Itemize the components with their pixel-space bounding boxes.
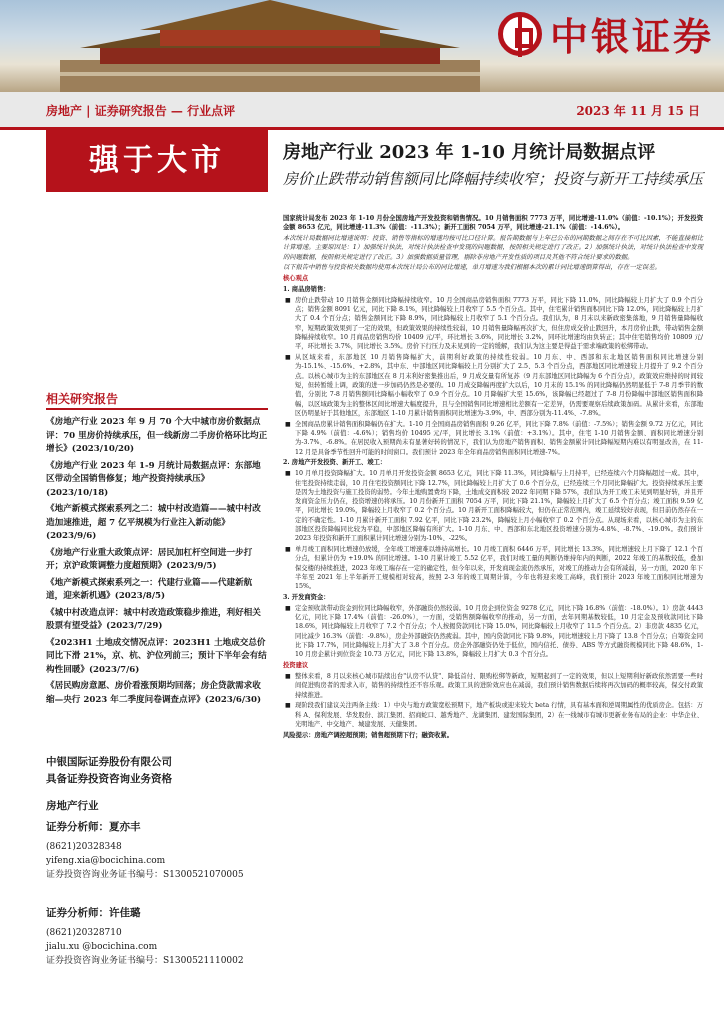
bullet-paragraph: ■ 10 月单月投资降幅扩大。10 月单月开发投资金额 8653 亿元，同比下降 11.3%，同比降幅与上月持平，已经连续六个月降幅超过一成。其中，住宅投资持续走弱，10 月住宅投资额同比下降 12.7%，同比降幅较上月扩大了 0.6 个百分点，已经连续三个月同比降幅扩大。投资持续承压主要是因为土地投资与施工投资的弱势。今年土地购置费均下降，土地成交面积较 2022 年同期下降 57%，我们认为开工竣工未见到明显好转，并且开发商资金压力仍在，投资增速仍将承压。10 月份新开工面积 7054 万平，同比下降 21.1%，降幅较上月扩大了 6.5 个百分点；竣工面积 9.59 亿平，同比增长 19.0%，降幅较上月收窄了 0.2 个百分点。10 月新开工面积降幅较大，但仍在正常范围内，竣工延续较好表现，但目前仍然存在一定的不确定性。1-10 月累计新开工面积 7.92 亿平，同比下降 23.2%，降幅较上月小幅收窄了 0.2 个百分点。从现场来看，以核心城市为主的东部地区投资降幅同比较为平稳，中部地区降幅有所扩大。1-10 月东、中、西部和东北地区投资增速分别为-4.8%、-8.7%、-19.0%。我们预计 2023 年投资和新开工面积累计同比增速分别为-10%、-22%。: [283, 469, 703, 543]
core-views-heading: 核心观点: [283, 275, 309, 283]
analyst-card: [46, 820, 268, 882]
analyst-email[interactable]: yifeng.xia@bocichina.com: [46, 856, 166, 866]
risk-warning: 风险提示：房地产调控超预期；销售超预期下行；融资收紧。: [283, 731, 454, 739]
analyst-name: 证券分析师：夏亦丰: [46, 821, 141, 833]
report-header-bar: [0, 92, 724, 130]
method-note: 以下报告中销售与投资相关数据均使用本次统计局公布的同比增速，单月增速为我们根据本次的累计同比增速倒算得出，存在一定误差。: [283, 264, 661, 272]
bank-logo-icon: [498, 12, 542, 56]
analyst-name: 证券分析师：许佳璐: [46, 907, 141, 919]
related-report-item[interactable]: 《房地产行业 2023 年 9 月 70 个大中城市房价数据点评：70 里房价持续承压，但一线新房二手房价格环比均正增长》(2023/10/20): [46, 417, 268, 454]
intro-paragraph: 国家统计局发布 2023 年 1-10 月份全国房地产开发投资和销售情况。10 月销售面积 7773 万平，同比增速-11.0%（前值：-10.1%）；开发投资金额 8653 亿元，同比增速-11.3%（前值：-11.3%）；新开工面积 7054 万平，同比增速-21.1%（前值：-14.6%）。: [283, 215, 703, 232]
analyst-phone: (8621)20328348: [46, 842, 122, 852]
bullet-paragraph: ■ 房价止跌带动 10 月销售金额同比降幅持续收窄。10 月全国商品房销售面积 7773 万平，同比下降 11.0%，同比降幅较上月扩大了 0.9 个百分点；销售金额 8091 亿元，同比下降 8.1%，同比降幅较上月收窄了 5.5 个百分点。其中，住宅累计销售面积同比下降 12.0%，同比降幅较上月扩大了 0.4 个百分点；销售金额同比下降 8.9%，同比降幅较上月收窄了 5.1 个百分点。我们认为，8 月末以来新政密集落地，9 月销售量降幅收窄，短期政策效果到了一定的效果，但政策效果的持续性较弱，10 月销售量降幅再次扩大，但住房成交价止跌回升，本月房价止跌，带动销售金额降幅持续收窄。10 月商品房销售均价 10409 元/平，环比增长 3.6%，同比增长 3.2%，同环比增速均由负转正；其中住宅销售均价 10809 元/平，环比增长 3.7%，同比增长 3.5%。房价下行压力及未见到的一定的缓解，我们认为这主要是得益于需求端政策的松绑带动。: [283, 296, 703, 352]
section-heading: 3. 开发商资金：: [283, 594, 330, 602]
analyst-cert: 证券投资咨询业务证书编号：S1300521070005: [46, 870, 244, 880]
report-title: 房地产行业 2023 年 1-10 月统计局数据点评: [283, 142, 656, 163]
left-sidebar: [46, 130, 268, 1024]
related-reports-title: 相关研究报告: [46, 392, 119, 406]
related-report-item[interactable]: 《地产新模式探索系列之一：代建行业篇——代建新航道，迎来新机遇》(2023/8/5): [46, 577, 253, 601]
bullet-paragraph: ■ 全国商品房累计销售面积降幅仍在扩大。1-10 月全国商品房销售面积 9.26 亿平，同比下降 7.8%（前值：-7.5%）；销售金额 9.72 万亿元，同比下降 4.9%（前值：-4.6%）；销售均价 10495 元/平，同比增长 3.1%（前值：+3.1%）。其中，住宅 1-10 月销售金额、面积同比增速分别为-3.7%、-6.8%。在居民收入预期尚未有显著好转的情况下，我们认为房地产销售面积、销售金额累计同比降幅短期内难以有明显改善，在 11-12 月是具备季节性回升可能的时间窗口。我们预计 2023 年全年商品房销售面积同比增速-7%。: [283, 420, 703, 457]
company-info: [46, 754, 268, 788]
related-report-item[interactable]: 《房地产行业 2023 年 1-9 月统计局数据点评：东部地区带动全国销售修复；地产投资持续承压》(2023/10/18): [46, 460, 261, 498]
related-report-item[interactable]: 《地产新模式探索系列之二：城中村改造篇——城中村改造加速推进，超 7 亿平规模为行业注入新动能》(2023/9/6): [46, 504, 261, 541]
related-reports-list: [46, 416, 268, 710]
related-report-item[interactable]: 《房地产行业重大政策点评：居民加杠杆空间进一步打开；京沪政策调整力度超预期》(2023/9/5): [46, 547, 253, 571]
analyst-card: [46, 906, 268, 968]
divider: [46, 408, 268, 410]
company-qualification: 具备证券投资咨询业务资格: [46, 773, 172, 785]
brand-logo: [498, 6, 714, 61]
bullet-paragraph: ■ 单月竣工面积同比增速仍放缓，全年竣工增速难以维持高增长。10 月竣工面积 6446 万平，同比增长 13.3%，同比增速较上月下降了 12.1 个百分点，但累计仍为 +19.0% 的同比增速。1-10 月累计竣工 5.52 亿平，我们对竣工量的判断仍维持年内的判断，2022 年竣工的基数较低，叠加保交楼的持续推进，2023 年竣工端存在一定的确定性，但今年以来，开发商现金流仍然承压，对竣工的推动力会有所减弱，另一方面，2020 年下半年至 2021 年上半年新开工规模相对较高，按照 2-3 年的竣工周期计算，今年也将迎来竣工高峰，我们预计 2023 年竣工面积同比增速为 15%。: [283, 545, 703, 591]
report-category: 房地产 | 证券研究报告 — 行业点评: [46, 104, 236, 118]
bullet-paragraph: ■ 整体来看，8 月以来核心城市陆续出台"认房不认贷"、降低首付、限购松绑等新政，短期起到了一定的效果，但以上短期利好新政依然需要一些时间促进购房者的需求入市，销售的持续性还不容乐观。政策工具的进阶效应也在减弱，我们预计销售数据后续将再次加码的概率较高，保交付政策持续推进。: [283, 672, 703, 700]
revision-note: 本次统计局数据同比增速说明：投资、销售等指标的增速均按可比口径计算。报告期数据与上年已公布的同期数据之间存在不可比因素，不能直接相比计算增速。主要原因是：1）加强统计执法，对统计执法检查中发现的问题数据，按照相关规定进行了改正。2）加强统计执法，对统计执法检查中发现的问题数据，按照相关规定进行了改正。3）加强数据质量管理，剔除非房地产开发性质的项目及其他不符合统计要求的数据。: [283, 235, 703, 261]
bullet-paragraph: ■ 现阶段我们建议关注两条主线：1）中央与地方政策宽松预期下，地产板块或迎来较大 beta 行情，具有基本面和逆周期属性的优质房企。包括：万科 A、保利发展、华发股份、滨江集团、招商蛇口、越秀地产、龙湖集团、建发国际集团，2）在一线城市有城市更新业务布局的企业：中华企业、光明地产、中交地产、城建发展、天健集团。: [283, 701, 703, 729]
section-heading: 2. 房地产开发投资、新开工、竣工：: [283, 459, 387, 467]
related-report-item[interactable]: 《城中村改造点评：城中村改造政策稳步推进，利好相关股票有望受益》(2023/7/29): [46, 607, 261, 631]
related-report-item[interactable]: 《2023H1 土地成交情况点评：2023H1 土地成交总价同比下滑 21%，京、杭、沪位列前三；预计下半年会有结构性回暖》(2023/7/6): [46, 637, 267, 675]
investment-advice-heading: 投资建议: [283, 662, 309, 670]
company-name: 中银国际证券股份有限公司: [46, 756, 172, 768]
section-heading: 1. 商品房销售：: [283, 286, 330, 294]
header-banner: [0, 0, 724, 92]
analyst-phone: (8621)20328710: [46, 928, 122, 938]
brand-name: 中银证券: [549, 15, 714, 59]
rating-badge: 强于大市: [46, 130, 268, 192]
sector-label: 房地产行业: [46, 800, 99, 812]
palace-illustration: [60, 0, 480, 92]
analyst-email[interactable]: jialu.xu @bocichina.com: [46, 942, 158, 952]
bullet-paragraph: ■ 定金预收款带动资金到位同比降幅收窄，外部融资仍然较弱。10 月房企到位资金 9278 亿元，同比下降 16.8%（前值：-18.0%）。1）房款 4443 亿元，同比下降 17.4%（前值：-26.0%），一方面，受销售额降幅收窄的推动，另一方面，去年同期基数较低，10 月定金及预收款同比下降 18.6%，同比降幅较上月收窄了 7.2 个百分点；个人按揭贷款同比下降 15.0%，同比降幅较上月收窄了 11.5 个百分点。2）非房款 4835 亿元，同比减少 16.3%（前值：-9.8%），房企外部融资仍然疲弱。其中，国内贷款同比下降 9.8%，同比增速较上月下降了 13.8 个百分点；自筹资金同比下降 17.7%，同比降幅较上月扩大了 3.8 个百分点。房企外部融资仍处于低位，国内信托、债券、ABS 等方式融资规模同比下降 48.6%，1-10 月房企累计到位资金 10.73 万亿元，同比下降 13.8%，降幅较上月扩大 0.3 个百分点。: [283, 604, 703, 660]
related-report-item[interactable]: 《居民购房意愿、房价看涨预期均回落；房企贷款需求收缩—央行 2023 年二季度问卷调查点评》(2023/6/30): [46, 681, 262, 705]
report-body: [283, 214, 703, 742]
bullet-paragraph: ■ 从区域来看，东部地区 10 月销售降幅扩大，前期利好政策的持续性较弱。10 月东、中、西部和东北地区销售面积同比增速分别为-15.1%、-15.6%、+2.8%，其中东、中部地区同比降幅较上月分别扩大了 2.5、5.3 个百分点，西部地区同比增速较上月提升了 9.2 个百分点。以核心城市为主的东部地区在 8 月末利好密集推出后，9 月成交量有所复苏（9 月东部地区同比降幅为 6 个百分点），政策效应维持的时间较短，但转暂缓上调，政策的进一步加码仍然是必要的。10 月成交降幅再度扩大以后，10 月末的 15.1% 的同比降幅仍然明显低于 7-8 月季节的数值，分别比 7-8 月销售额同比降幅小幅收窄了 0.9 个百分点。10 月降幅扩大至 15.6%，该降幅已经超过了 7-8 月份降幅中部地区销售面积降幅，以区域政策为主的整体区间比增速大幅度提升，且与全国销售同比增速相比差额有一定差异，仍需要观察后续政策加码。从累计来看，东部地区仍明显好于其他地区，东部地区 1-10 月累计销售面积同比增速为-3.9%，中、西部分别为-11.4%、-7.8%。: [283, 353, 703, 418]
report-date: 2023 年 11 月 15 日: [576, 104, 700, 118]
analyst-cert: 证券投资咨询业务证书编号：S1300521110002: [46, 956, 244, 966]
report-subtitle: 房价止跌带动销售额同比降幅持续收窄；投资与新开工持续承压: [283, 170, 704, 188]
